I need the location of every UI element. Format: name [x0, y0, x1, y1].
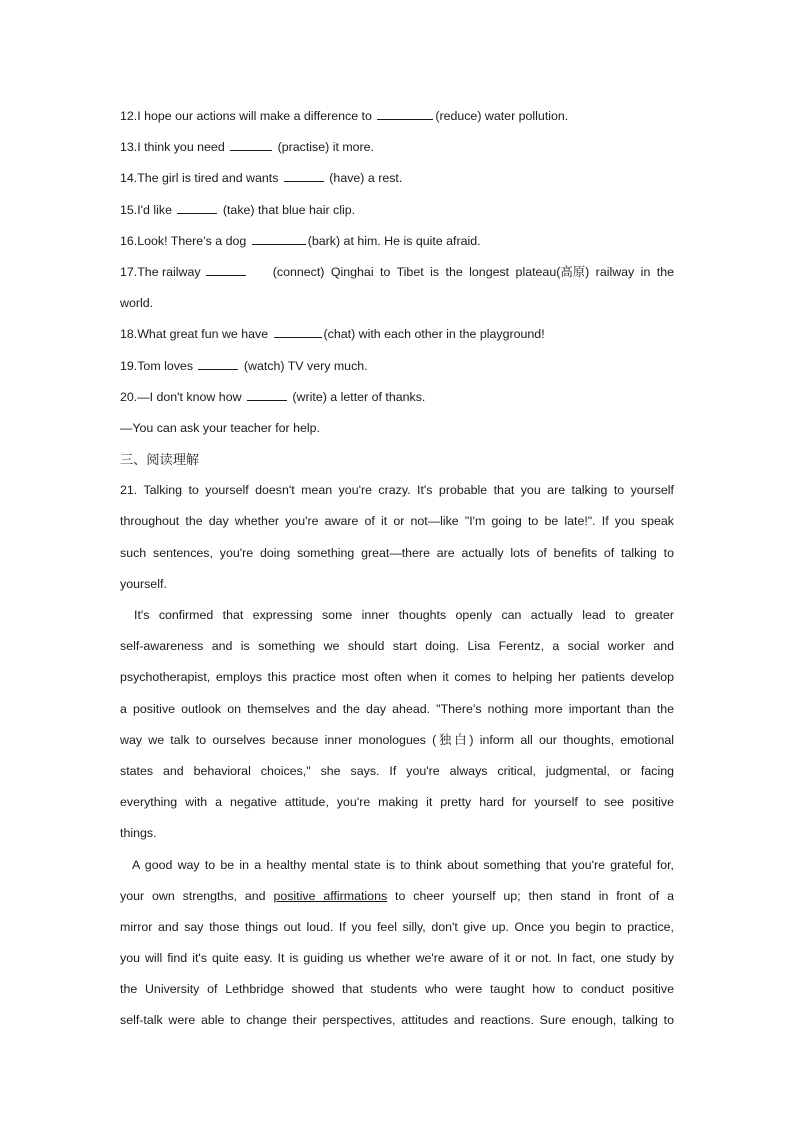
- passage-line: states and behavioral choices," she says. If you're always critical, judgmental, or facing: [120, 763, 674, 778]
- passage-line: A good way to be in a healthy mental state is to think about something that you're grateful for,: [132, 857, 674, 872]
- passage-line: a positive outlook on themselves and the day ahead. "There's nothing more important than the: [120, 701, 674, 716]
- question-hint: (connect) Qinghai to Tibet is the longest plateau(高原) railway in the: [272, 264, 674, 279]
- answer-blank[interactable]: [247, 386, 287, 401]
- question-text: —You can ask your teacher for help.: [120, 420, 320, 435]
- passage-line: mirror and say those things out loud. If you feel silly, don't give up. Once you begin to practice,: [120, 919, 674, 934]
- answer-blank[interactable]: [206, 261, 246, 276]
- question-number: 13.: [120, 140, 138, 155]
- question-number: 20.: [120, 389, 138, 404]
- question-text: The railway: [137, 264, 205, 279]
- question-text: I hope our actions will make a difference to: [137, 109, 376, 123]
- question-text: I'd like: [137, 202, 176, 217]
- question-hint: (bark) at him. He is quite afraid.: [307, 233, 481, 248]
- answer-blank[interactable]: [230, 136, 272, 151]
- question-19: [120, 351, 674, 382]
- question-12: [120, 101, 674, 132]
- answer-blank[interactable]: [284, 167, 324, 182]
- question-text: What great fun we have: [137, 327, 272, 342]
- passage-line: [120, 881, 674, 912]
- question-hint: world.: [120, 296, 154, 311]
- question-17-continuation: [120, 288, 674, 319]
- passage-line: things.: [120, 826, 157, 841]
- question-20-reply: [120, 413, 674, 444]
- question-hint: (write) a letter of thanks.: [288, 389, 426, 404]
- question-text: Look! There’s a dog: [137, 233, 250, 248]
- question-number: 19.: [120, 358, 138, 373]
- question-17: [120, 257, 674, 288]
- answer-blank[interactable]: [198, 355, 238, 370]
- question-number: 17.: [120, 264, 138, 279]
- question-text: Tom loves: [137, 358, 197, 373]
- question-hint: (watch) TV very much.: [240, 358, 368, 373]
- passage-text: your own strengths, and: [120, 888, 274, 903]
- underlined-phrase: positive affirmations: [273, 888, 388, 903]
- passage-line: way we talk to ourselves because inner monologues (独白) inform all our thoughts, emotional: [120, 732, 674, 747]
- question-number: 14.: [120, 171, 138, 186]
- answer-blank[interactable]: [252, 230, 306, 245]
- question-number: 15.: [120, 202, 138, 217]
- question-hint: (chat) with each other in the playground!: [323, 327, 545, 342]
- question-20: [120, 382, 674, 413]
- question-14: [120, 163, 674, 194]
- question-hint: (have) a rest.: [325, 171, 403, 186]
- question-hint: (reduce) water pollution.: [435, 109, 569, 123]
- passage-line: self-talk were able to change their perspectives, attitudes and reactions. Sure enough, talking to: [120, 1013, 674, 1028]
- question-hint: (take) that blue hair clip.: [219, 202, 356, 217]
- passage-line: such sentences, you're doing something great—there are actually lots of benefits of talking to: [120, 545, 674, 560]
- passage-text: to cheer yourself up; then stand in front of a: [387, 888, 674, 903]
- answer-blank[interactable]: [377, 105, 433, 120]
- question-text: —I don't know how: [137, 389, 245, 404]
- question-15: [120, 195, 674, 226]
- passage-line: the University of Lethbridge showed that students who were taught how to conduct positive: [120, 982, 674, 997]
- worksheet-page: [120, 101, 674, 1037]
- question-number: 12.: [120, 109, 138, 123]
- question-13: [120, 132, 674, 163]
- question-hint: (practise) it more.: [274, 140, 375, 155]
- passage-line: It's confirmed that expressing some inner thoughts openly can actually lead to greater: [134, 608, 674, 622]
- passage-line: yourself.: [120, 576, 167, 591]
- section-title: 三、阅读理解: [120, 452, 200, 468]
- question-18: [120, 319, 674, 350]
- answer-blank[interactable]: [177, 199, 217, 214]
- question-16: [120, 226, 674, 257]
- passage-line: psychotherapist, employs this practice most often when it comes to helping her patients develop: [120, 670, 674, 685]
- passage-line: you will find it's quite easy. It is guiding us whether we're aware of it or not. In fact, one study by: [120, 951, 674, 966]
- answer-blank[interactable]: [274, 323, 322, 338]
- question-number: 18.: [120, 327, 138, 342]
- passage-line: 21. Talking to yourself doesn't mean you're crazy. It's probable that you are talking to yourself: [120, 483, 674, 498]
- passage-line: throughout the day whether you're aware of it or not—like "I'm going to be late!". If you speak: [120, 514, 674, 529]
- passage-line: self-awareness and is something we should start doing. Lisa Ferentz, a social worker and: [120, 639, 674, 654]
- question-text: The girl is tired and wants: [137, 171, 282, 186]
- passage-line: everything with a negative attitude, you're making it pretty hard for yourself to see positive: [120, 795, 674, 810]
- question-number: 16.: [120, 233, 138, 248]
- question-text: I think you need: [137, 140, 229, 155]
